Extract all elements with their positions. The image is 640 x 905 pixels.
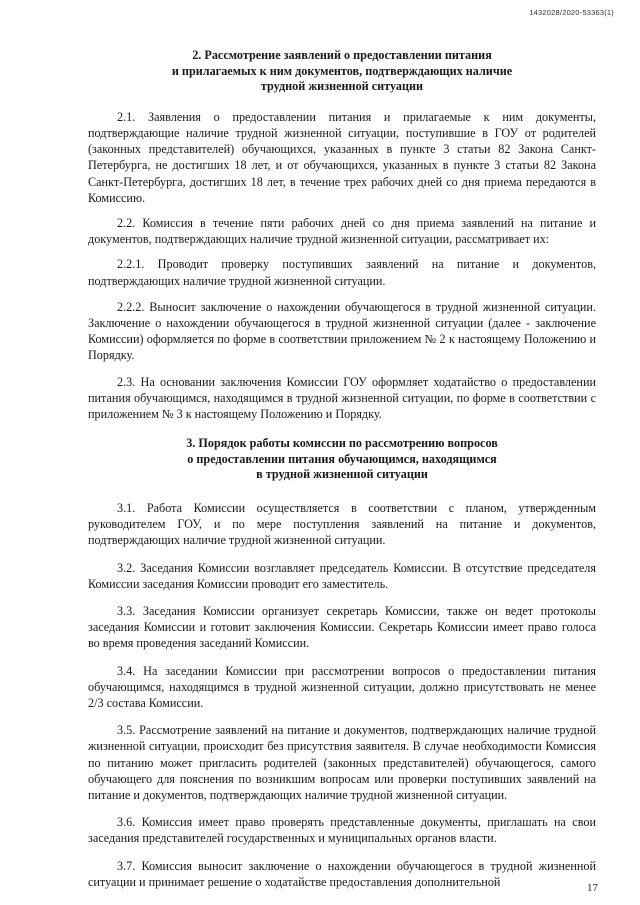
paragraph-3-1: 3.1. Работа Комиссии осуществляется в соответствии с планом, утвержденным руководителем ГОУ, и по мере поступления заявлений на питание и документов, подтверждающих наличие трудной жизненной ситуации.: [88, 501, 596, 548]
page-number: 17: [587, 882, 598, 894]
paragraph-2-1: 2.1. Заявления о предоставлении питания и прилагаемые к ним документы, подтверждающие наличие трудной жизненной ситуации, поступившие в ГОУ от родителей (законных представителей) обучающихся, указанных в пункте 3 статьи 82 Закона Санкт-Петербурга, не достигших 18 лет, и от обучающихся, указанных в пункте 3 статьи 82 Закона Санкт-Петербурга, достигших 18 лет, в течение трех рабочих дней со дня приема передаются в Комиссию.: [88, 109, 596, 205]
section-2-title-line: трудной жизненной ситуации: [260, 79, 424, 94]
section-3-title-line: о предоставлении питания обучающимся, находящимся: [187, 451, 497, 466]
section-2-title-line: и прилагаемых к ним документов, подтверждающих наличие: [171, 63, 513, 78]
paragraph-3-3: 3.3. Заседания Комиссии организует секретарь Комиссии, также он ведет протоколы заседания Комиссии и готовит заключения Комиссии. Секретарь Комиссии имеет право голоса во время проведения заседаний Комиссии.: [88, 604, 596, 651]
section-2-title: [88, 48, 596, 95]
paragraph-2-2: 2.2. Комиссия в течение пяти рабочих дней со дня приема заявлений на питание и документов, подтверждающих наличие трудной жизненной ситуации, рассматривает их:: [88, 216, 596, 247]
section-3-title-line: 3. Порядок работы комиссии по рассмотрению вопросов: [186, 436, 498, 451]
document-page: [88, 48, 596, 890]
section-3-title-line: в трудной жизненной ситуации: [256, 467, 428, 482]
document-id: 1432028/2020-53363(1): [529, 8, 614, 17]
paragraph-2-3: 2.3. На основании заключения Комиссии ГОУ оформляет ходатайство о предоставлении питания обучающимся, находящимся в трудной жизненной ситуации, по форме в соответствии с приложением № 3 к настоящему Положению и Порядку.: [88, 374, 596, 422]
section-3-title: [88, 436, 596, 483]
paragraph-2-2-2: 2.2.2. Выносит заключение о нахождении обучающегося в трудной жизненной ситуации. Заключение о нахождении обучающегося в трудной жизненной ситуации (далее - заключение Комиссии) оформляется по форме в соответствии приложением № 2 к настоящему Положению и Порядку.: [88, 299, 596, 363]
paragraph-3-5: 3.5. Рассмотрение заявлений на питание и документов, подтверждающих наличие трудной жизненной ситуации, происходит без присутствия заявителя. В случае необходимости Комиссия по питанию может пригласить родителей (законных представителей) обучающегося, самого обучающего для пояснения по возникшим вопросам или проверки поступивших заявлений на питание и документов, подтверждающих наличие трудной жизненной ситуации.: [88, 723, 596, 803]
paragraph-3-2: 3.2. Заседания Комиссии возглавляет председатель Комиссии. В отсутствие председателя Комиссии заседания Комиссии проводит его заместитель.: [88, 560, 596, 591]
paragraph-2-2-1: 2.2.1. Проводит проверку поступивших заявлений на питание и документов, подтверждающих наличие трудной жизненной ситуации.: [88, 257, 596, 288]
paragraph-3-4: 3.4. На заседании Комиссии при рассмотрении вопросов о предоставлении питания обучающимся, находящимся в трудной жизненной ситуации, должно присутствовать не менее 2/3 состава Комиссии.: [88, 663, 596, 711]
paragraph-3-6: 3.6. Комиссия имеет право проверять представленные документы, приглашать на свои заседания представителей государственных и муниципальных органов власти.: [88, 815, 596, 846]
paragraph-3-7: 3.7. Комиссия выносит заключение о нахождении обучающегося в трудной жизненной ситуации и принимает решение о ходатайстве предоставления дополнительной: [88, 858, 596, 889]
section-2-title-line: 2. Рассмотрение заявлений о предоставлении питания: [192, 48, 492, 62]
